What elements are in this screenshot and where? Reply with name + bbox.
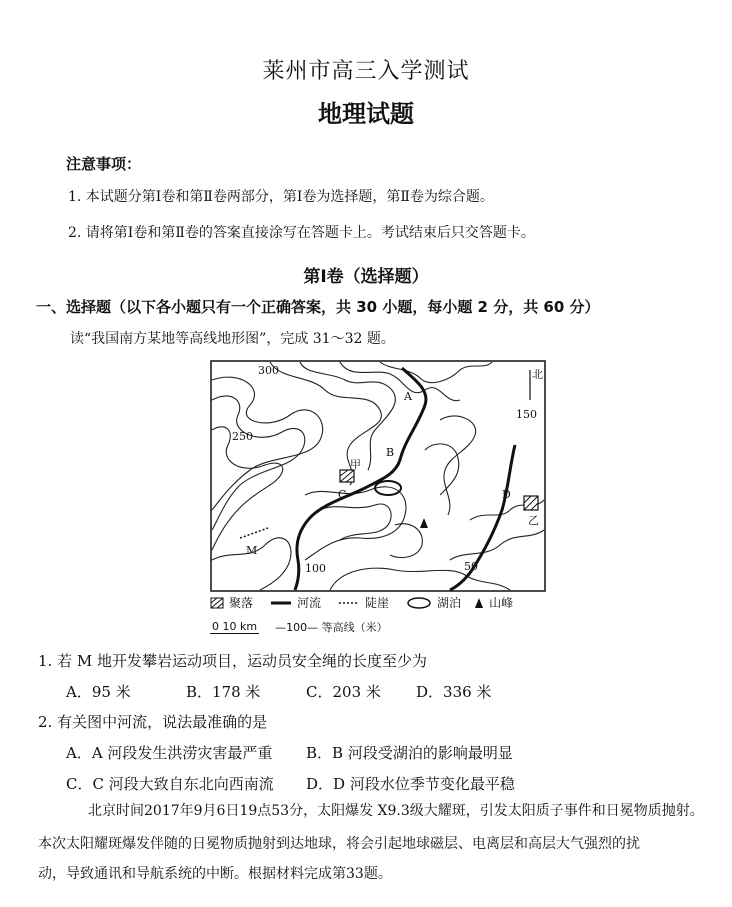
label-150: 150 bbox=[516, 408, 537, 421]
label-yi: 乙 bbox=[528, 514, 539, 527]
legend-cliff: 陡崖 bbox=[365, 596, 390, 610]
label-C: C bbox=[338, 488, 347, 501]
peak-legend-icon bbox=[474, 597, 484, 609]
label-D: D bbox=[502, 488, 511, 501]
q1-option-d: D．336 米 bbox=[416, 683, 492, 701]
q2-option-d: D．D 河段水位季节变化最平稳 bbox=[306, 775, 515, 793]
passage-line-1: 北京时间2017年9月6日19点53分，太阳爆发 X9.3级大耀斑，引发太阳质子事件和日冕物质抛射。 bbox=[88, 803, 704, 819]
q2-option-b: B．B 河段受湖泊的影响最明显 bbox=[306, 744, 513, 762]
label-300: 300 bbox=[258, 364, 279, 377]
q2-option-a: A．A 河段发生洪涝灾害最严重 bbox=[66, 744, 273, 762]
settlement-icon bbox=[210, 597, 224, 609]
notice-item-1: 1. 本试题分第Ⅰ卷和第Ⅱ卷两部分，第Ⅰ卷为选择题，第Ⅱ卷为综合题。 bbox=[68, 189, 494, 205]
label-50: 50 bbox=[464, 560, 478, 573]
question-1-stem: 1. 若 M 地开发攀岩运动项目，运动员安全绳的长度至少为 bbox=[38, 652, 427, 670]
section-title: 第Ⅰ卷（选择题） bbox=[303, 267, 429, 287]
lake-icon bbox=[406, 597, 432, 609]
passage-line-3: 动，导致通讯和导航系统的中断。根据材料完成第33题。 bbox=[38, 866, 392, 882]
passage-line-2: 本次太阳耀斑爆发伴随的日冕物质抛射到达地球，将会引起地球磁层、电离层和高层大气强烈的扰 bbox=[38, 836, 640, 852]
q1-option-b: B．178 米 bbox=[186, 683, 261, 701]
notice-heading: 注意事项： bbox=[66, 155, 142, 173]
map-legend bbox=[210, 594, 513, 635]
label-A: A bbox=[404, 390, 412, 403]
subject-title: 地理试题 bbox=[318, 100, 414, 128]
school-title: 莱州市高三入学测试 bbox=[262, 59, 470, 84]
notice-item-2: 2. 请将第Ⅰ卷和第Ⅱ卷的答案直接涂写在答题卡上。考试结束后只交答题卡。 bbox=[68, 225, 535, 241]
contour-map bbox=[210, 360, 546, 592]
legend-contour: —100— 等高线（米） bbox=[275, 621, 388, 634]
cliff-icon bbox=[338, 599, 360, 607]
label-north: 北 bbox=[532, 368, 543, 381]
legend-river: 河流 bbox=[297, 596, 322, 610]
label-100: 100 bbox=[305, 562, 326, 575]
label-jia: 甲 bbox=[350, 458, 361, 471]
question-2-stem: 2. 有关图中河流，说法最准确的是 bbox=[38, 713, 268, 731]
legend-lake: 湖泊 bbox=[437, 596, 462, 610]
q2-option-c: C．C 河段大致自东北向西南流 bbox=[66, 775, 274, 793]
legend-settlement: 聚落 bbox=[229, 596, 254, 610]
legend-scale: 0 10 km bbox=[212, 620, 258, 633]
map-frame bbox=[211, 361, 545, 591]
label-B: B bbox=[386, 446, 395, 459]
label-250: 250 bbox=[232, 430, 253, 443]
q1-option-c: C．203 米 bbox=[306, 683, 381, 701]
river-icon bbox=[270, 599, 292, 607]
part-title: 一、选择题（以下各小题只有一个正确答案，共 30 小题，每小题 2 分，共 60 分） bbox=[36, 298, 600, 316]
q1-option-a: A．95 米 bbox=[66, 683, 131, 701]
label-M: M bbox=[246, 544, 258, 557]
map-intro: 读“我国南方某地等高线地形图”，完成 31～32 题。 bbox=[70, 331, 395, 347]
legend-peak: 山峰 bbox=[489, 596, 514, 610]
